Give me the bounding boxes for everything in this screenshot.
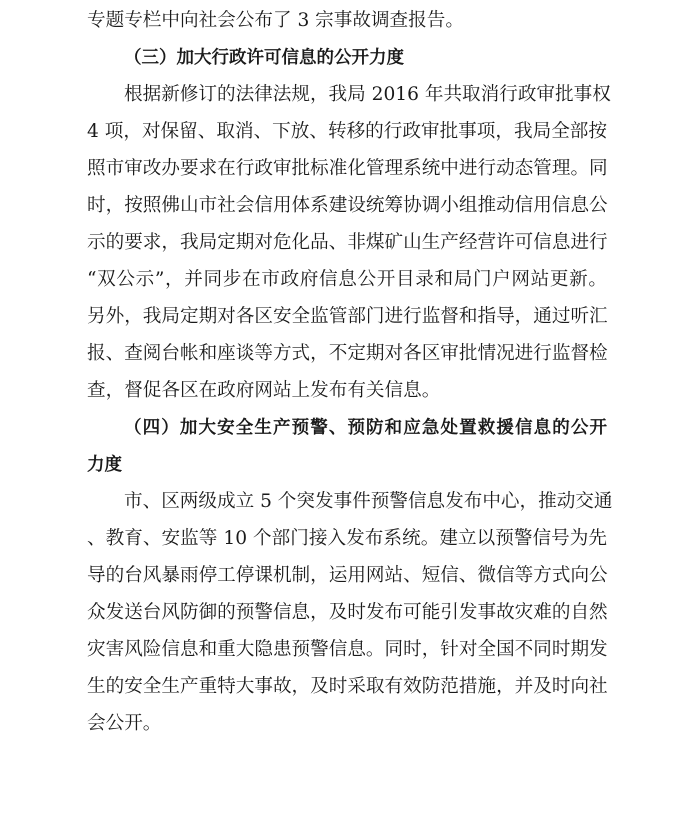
body-text-line: 灾害风险信息和重大隐患预警信息。同时，针对全国不同时期发 — [87, 639, 608, 660]
body-text-line: 根据新修订的法律法规，我局 2016 年共取消行政审批事权 — [124, 84, 611, 105]
body-text-line: 会公开。 — [87, 713, 162, 734]
body-text-line: 导的台风暴雨停工停课机制，运用网站、短信、微信等方式向公 — [87, 565, 608, 586]
body-text-line: 众发送台风防御的预警信息，及时发布可能引发事故灾难的自然 — [87, 602, 608, 623]
body-text-line: “双公示”，并同步在市政府信息公开目录和局门户网站更新。 — [87, 269, 607, 290]
body-text-line: 照市审改办要求在行政审批标准化管理系统中进行动态管理。同 — [87, 158, 608, 179]
body-text-line: 查，督促各区在政府网站上发布有关信息。 — [87, 380, 441, 401]
section-heading-3: （三）加大行政许可信息的公开力度 — [124, 48, 404, 68]
body-text-line: 示的要求，我局定期对危化品、非煤矿山生产经营许可信息进行 — [87, 232, 608, 253]
body-text-line: 另外，我局定期对各区安全监管部门进行监督和指导，通过听汇 — [87, 306, 608, 327]
section-heading-4-continued: 力度 — [87, 455, 122, 475]
body-text-line: 时，按照佛山市社会信用体系建设统筹协调小组推动信用信息公 — [87, 195, 608, 216]
body-text-line: 、教育、安监等 10 个部门接入发布系统。建立以预警信号为先 — [87, 528, 607, 549]
section-heading-4: （四）加大安全生产预警、预防和应急处置救援信息的公开 — [124, 418, 607, 438]
body-text-line: 报、查阅台帐和座谈等方式，不定期对各区审批情况进行监督检 — [87, 343, 608, 364]
body-text-line: 生的安全生产重特大事故，及时采取有效防范措施，并及时向社 — [87, 676, 608, 697]
body-text-line: 市、区两级成立 5 个突发事件预警信息发布中心，推动交通 — [124, 491, 613, 512]
body-text-line: 专题专栏中向社会公布了 3 宗事故调查报告。 — [87, 10, 464, 31]
body-text-line: 4 项，对保留、取消、下放、转移的行政审批事项，我局全部按 — [87, 121, 607, 142]
